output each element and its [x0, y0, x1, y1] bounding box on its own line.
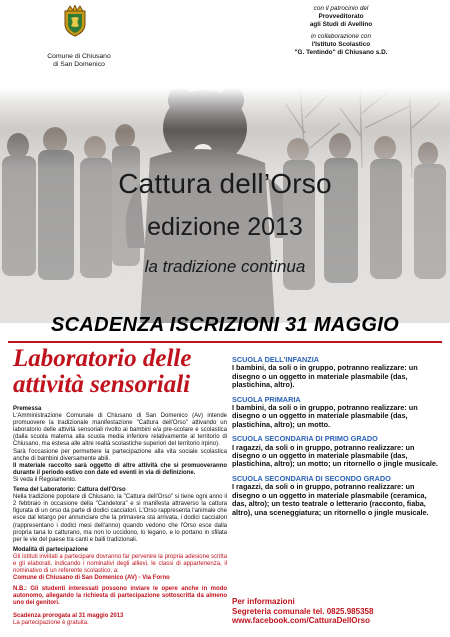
- event-tagline: la tradizione continua: [144, 257, 306, 276]
- premessa-paragraph-4: Si veda il Regolamento.: [13, 476, 77, 483]
- school-body-infanzia: I bambini, da soli o in gruppo, potranno realizzare: un disegno o un oggetto in materiale plasmabile (das, plastichina, altro).: [232, 363, 418, 390]
- info-phone: Segreteria comunale tel. 0825.985358: [232, 606, 374, 616]
- school-name-infanzia: SCUOLA DELL'INFANZIA: [232, 355, 319, 364]
- info-label: Per informazioni: [232, 597, 295, 606]
- collab-entity-1: l'Istituto Scolastico: [311, 41, 371, 48]
- school-categories: [232, 356, 442, 523]
- lab-title-line-1: Laboratorio delle: [13, 345, 192, 372]
- comune-line-2: di San Domenico: [53, 61, 105, 68]
- premessa-paragraph-3: Il materiale raccolto sarà oggetto di altre attività che si promuoveranno durante il periodo estivo con date ed eventi in via di definizione.: [13, 462, 227, 476]
- tema-paragraph: Nella tradizione popolare di Chiusano, la "Cattura dell'Orso" si tiene ogni anno il 2 febbraio in occasione della "Candelora" e si manifesta attraverso la cattura figurata di un orso da parte di dodici cacciatori. L'Orso rappresenta l'animale che esce dal letargo per annunciare che la primavera sta arrivata, i dodici cacciatori (rappresentano i dodici mesi dell'anno) quando vedono che l'Orso esce dalla propria tana lo catturano, ma non lo uccidono, lo legano, e lo portano in sfilata per le vie del paese tra canti e balli tradizionali.: [13, 494, 227, 543]
- event-title: Cattura dell’Orso: [118, 168, 332, 199]
- comune-line-1: Comune di Chiusano: [47, 53, 111, 60]
- premessa-paragraph-2: Sarà l'occasione per permettere la partecipazione alla vita sociale scolastica anche di bambini diversamente abili.: [13, 448, 227, 462]
- school-body-secondaria-primo: I ragazzi, da soli o in gruppo, potranno realizzare: un disegno o un oggetto in materiale plasmabile (das, plastichina, altro); un motto; un ritornello o jingle musicale.: [232, 442, 438, 469]
- patronage-entity-2: agli Studi di Avellino: [309, 21, 373, 28]
- patronage-entity-1: Provveditorato: [318, 13, 364, 20]
- patronage-intro: con il patrocinio del: [313, 5, 369, 12]
- modalita-paragraph: Gli Istituti inviitati a partecipare dovranno far pervenire la propria adesione scritta e gli elaborati, indicando i nominativi degli allievi, le classi di appartenenza, il nominativo di un referente scolastico, a:: [13, 553, 227, 575]
- lab-description: [13, 406, 227, 627]
- contact-info: [232, 597, 442, 626]
- event-edition: edizione 2013: [147, 213, 303, 241]
- school-name-secondaria-secondo: SCUOLA SECONDARIA DI SECONDO GRADO: [232, 473, 391, 483]
- tema-heading: Tema del Laboratorio: Cattura dell'Orso: [13, 487, 126, 494]
- school-body-secondaria-secondo: I ragazzi, da soli o in gruppo, potranno realizzare: un disegno o un oggetto in materiale plasmabile (ceramica, das, altro); un testo teatrale o letterario (racconto, fiaba, altro), una sceneggiatura; un ritornello o jingle musicale.: [232, 482, 429, 517]
- school-body-primaria: I bambini, da soli o in gruppo, potranno realizzare: un disegno o un oggetto in materiale plasmabile (das, plastichina, altro); un motto.: [232, 403, 418, 429]
- free-participation: La partecipazione è gratuita.: [13, 619, 89, 626]
- modalita-heading: Modalità di partecipazione: [13, 546, 89, 553]
- red-divider: [8, 341, 442, 343]
- collab-intro: in collaborazione con: [310, 33, 372, 40]
- deadline-extended: Scadenza prorogata al 31 maggio 2013: [13, 612, 124, 619]
- info-website[interactable]: www.facebook.com/CatturaDellOrso: [232, 616, 370, 625]
- nb-paragraph: N.B.: Gli studenti interessati possono inviare le opere anche in modo autonomo, allegando la richiesta di partecipazione sottoscritta da almeno uno dei genitori.: [13, 586, 227, 607]
- school-name-primaria: SCUOLA PRIMARIA: [232, 394, 301, 404]
- municipal-crest-icon: [62, 5, 88, 37]
- premessa-heading: Premessa: [13, 406, 42, 412]
- premessa-paragraph-1: L'Amministrazione Comunale di Chiusano di San Domenico (Av) intende promuovere la tradizionale manifestazione "Cattura dell'Orso" attivando un laboratorio delle attività sensoriali rivolto ai bambini e/a pre-scolare e scolastica (dalla scuola materna alla scuola media inferiore relativamente al territorio di Chiusano, ma estesa alle altre realtà scolastiche superiori del territorio irpino).: [13, 413, 227, 448]
- collab-entity-2: "G. Tentindo" di Chiusano s.D.: [294, 49, 388, 56]
- comune-name: [40, 53, 118, 69]
- school-name-secondaria-primo: SCUOLA SECONDARIA DI PRIMO GRADO: [232, 434, 378, 444]
- registration-deadline: SCADENZA ISCRIZIONI 31 MAGGIO: [51, 314, 399, 336]
- bear-hunt-photo: [0, 88, 450, 323]
- patronage-block: [286, 5, 396, 57]
- modalita-address: Comune di Chiusano di San Domenico (AV) - Via Forno: [13, 575, 170, 582]
- lab-title: [13, 346, 228, 398]
- lab-title-line-2: attività sensoriali: [13, 371, 191, 398]
